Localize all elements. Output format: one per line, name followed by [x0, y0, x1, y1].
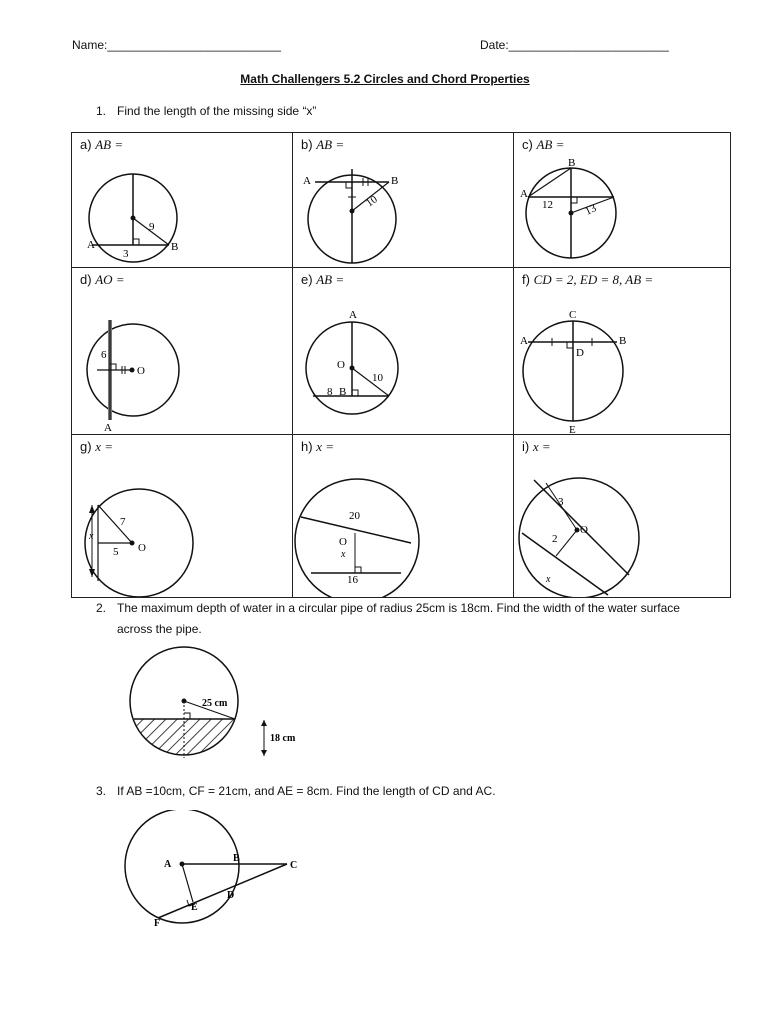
cell-g-label: x = [95, 439, 113, 454]
length-5-label: 5 [113, 546, 119, 558]
diagram-c [514, 133, 731, 268]
length-10-label: 10 [372, 372, 383, 384]
point-d-label: D [576, 347, 584, 359]
point-o-label: O [137, 365, 145, 377]
q3-text: If AB =10cm, CF = 21cm, and AE = 8cm. Find the length of CD and AC. [117, 784, 496, 798]
pipe-diagram [120, 640, 310, 770]
cell-c-label: AB = [536, 137, 565, 152]
cell-i-label: x = [532, 439, 551, 454]
cell-a [72, 133, 293, 268]
diagram-a [72, 133, 293, 268]
cell-e-prefix: e) [301, 272, 313, 287]
secant-diagram [118, 810, 318, 935]
cell-d-label: AO = [95, 272, 125, 287]
point-b-label: B [233, 853, 240, 864]
length-20-label: 20 [349, 510, 360, 522]
q2-text-line1: The maximum depth of water in a circular pipe of radius 25cm is 18cm. Find the width of the water surface [117, 601, 680, 615]
cell-i-prefix: i) [522, 439, 530, 454]
point-a-label: A [104, 422, 112, 434]
length-12-label: 12 [542, 199, 553, 211]
length-16-label: 16 [347, 574, 358, 586]
q2-number: 2. [96, 601, 107, 615]
cell-b [293, 133, 514, 268]
point-a-label: A [164, 859, 172, 870]
length-x-label: x [546, 574, 551, 585]
length-6-label: 6 [101, 349, 107, 361]
diagram-b [293, 133, 514, 268]
date-field: Date:________________________ [480, 38, 669, 52]
point-o-label: O [138, 542, 146, 554]
point-e-label: E [569, 424, 576, 435]
diagram-d [72, 268, 293, 435]
length-8-label: 8 [327, 386, 333, 398]
cell-h-prefix: h) [301, 439, 313, 454]
length-13-label: 13 [583, 202, 599, 218]
cell-c-prefix: c) [522, 137, 533, 152]
worksheet-title: Math Challengers 5.2 Circles and Chord Properties [240, 72, 530, 86]
cell-d [72, 268, 293, 435]
point-b-label: B [171, 241, 179, 253]
length-9-label: 9 [149, 221, 155, 233]
point-o-label: O [339, 536, 347, 548]
diagram-g [72, 435, 293, 597]
point-o-label: O [580, 524, 588, 536]
length-10-label: 10 [363, 193, 380, 210]
diagram-i [514, 435, 731, 597]
point-a-label: A [303, 175, 311, 187]
cell-d-prefix: d) [80, 272, 92, 287]
point-c-label: C [569, 309, 577, 321]
length-3-label: 3 [123, 248, 129, 260]
cell-a-prefix: a) [80, 137, 92, 152]
cell-b-label: AB = [316, 137, 345, 152]
cell-a-label: AB = [95, 137, 124, 152]
length-x-label: x [89, 531, 94, 542]
name-field: Name:__________________________ [72, 38, 281, 52]
diagram-f [514, 268, 731, 435]
point-d-label: D [227, 890, 235, 901]
cell-f [514, 268, 731, 435]
point-b-label: B [391, 175, 399, 187]
problem-grid [71, 132, 731, 598]
cell-b-prefix: b) [301, 137, 313, 152]
point-a-label: A [87, 239, 95, 251]
radius-label: 25 cm [202, 698, 228, 709]
cell-i [514, 435, 731, 597]
cell-e-label: AB = [316, 272, 345, 287]
length-7-label: 7 [120, 516, 126, 528]
length-2-label: 2 [552, 533, 558, 545]
cell-h-label: x = [316, 439, 334, 454]
cell-g-prefix: g) [80, 439, 92, 454]
depth-label: 18 cm [270, 733, 296, 744]
length-x-label: x [341, 549, 346, 560]
q1-number: 1. [96, 104, 107, 118]
cell-e [293, 268, 514, 435]
point-a-label: A [349, 309, 357, 321]
diagram-e [293, 268, 514, 435]
point-a-label: A [520, 335, 528, 347]
length-3-label: 3 [558, 496, 564, 508]
cell-c [514, 133, 731, 268]
diagram-h [293, 435, 514, 597]
q3-number: 3. [96, 784, 107, 798]
q1-text: Find the length of the missing side “x” [117, 104, 317, 118]
q2-text-line2: across the pipe. [117, 622, 202, 636]
point-o-label: O [337, 359, 345, 371]
point-a-label: A [520, 188, 528, 200]
cell-h [293, 435, 514, 597]
cell-f-prefix: f) [522, 272, 530, 287]
cell-g [72, 435, 293, 597]
point-b-label: B [568, 157, 576, 169]
cell-f-label: CD = 2, ED = 8, AB = [533, 272, 654, 287]
point-c-label: C [290, 860, 298, 871]
point-e-label: E [191, 902, 198, 913]
point-f-label: F [154, 918, 161, 929]
point-b-label: B [619, 335, 627, 347]
point-b-label: B [339, 386, 347, 398]
